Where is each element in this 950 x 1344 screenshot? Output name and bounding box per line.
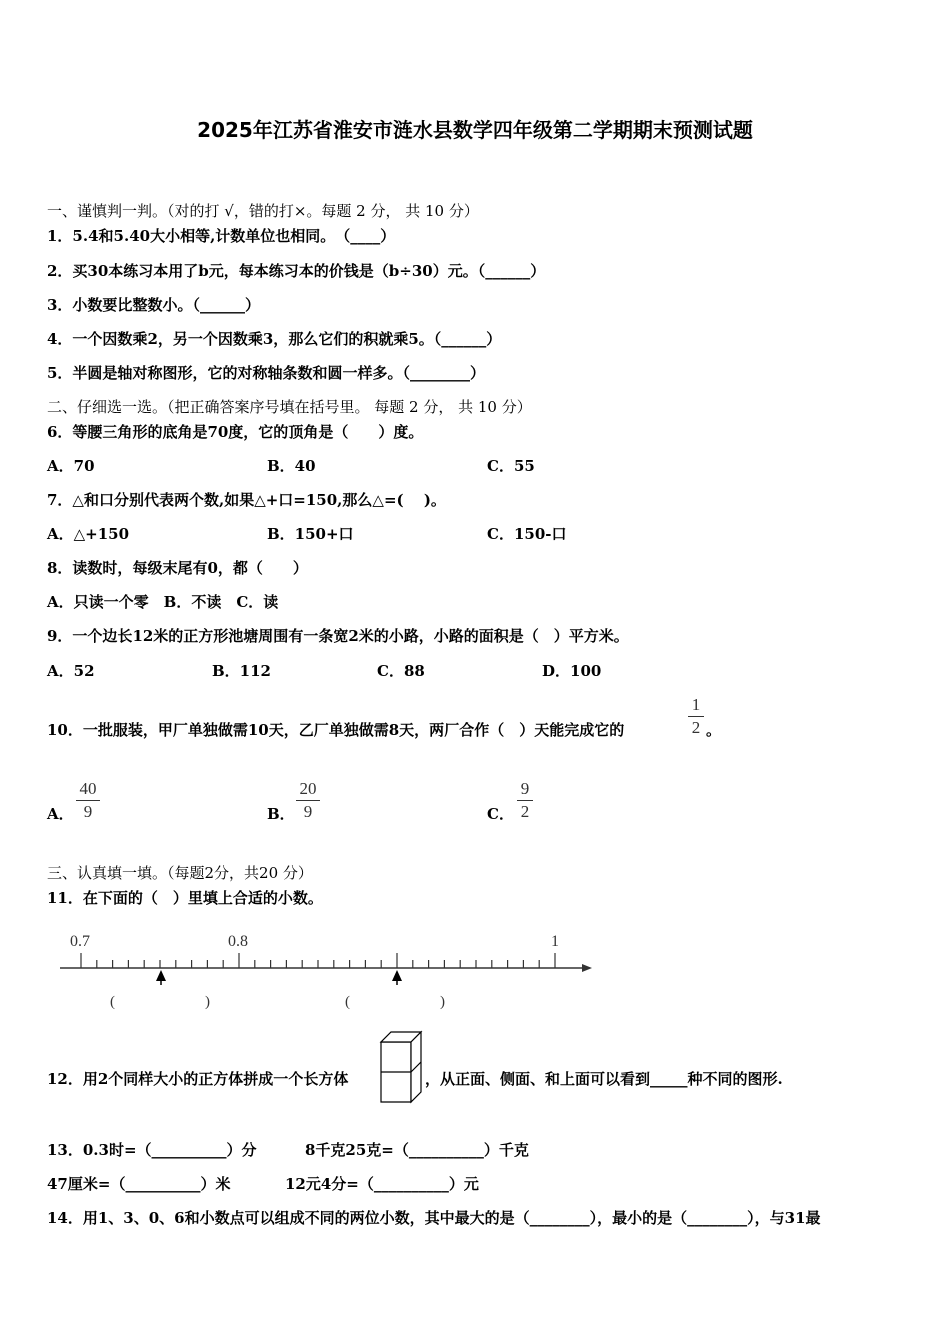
question-6: 6．等腰三角形的底角是70度，它的顶角是（ ）度。 [47, 423, 424, 441]
number-line-blank-2: ( ) [345, 994, 445, 1010]
question-7-option-b: B．150+口 [267, 525, 354, 543]
question-12-part-b: ，从正面、侧面、和上面可以看到_____种不同的图形. [425, 1070, 783, 1088]
question-10-fraction: 1 2 [688, 695, 704, 738]
question-1: 1．5.4和5.40大小相等,计数单位也相同。 （____） [47, 227, 396, 245]
question-5: 5．半圆是轴对称图形，它的对称轴条数和圆一样多。（________） [47, 364, 485, 382]
number-line-label-start: 0.7 [70, 933, 90, 950]
question-4: 4．一个因数乘2，另一个因数乘3，那么它们的积就乘5。（______） [47, 330, 502, 348]
question-3: 3．小数要比整数小。（______） [47, 296, 260, 314]
question-11: 11．在下面的（ ）里填上合适的小数。 [47, 889, 323, 907]
page-title: 2025年江苏省淮安市涟水县数学四年级第二学期期末预测试题 [197, 118, 753, 142]
question-9-option-a: A．52 [47, 662, 95, 680]
question-10: 10．一批服装，甲厂单独做需10天，乙厂单独做需8天，两厂合作（ ）天能完成它的 [47, 721, 625, 739]
number-line-label-mid: 0.8 [228, 933, 248, 950]
question-8: 8．读数时，每级末尾有0，都（ ） [47, 559, 308, 577]
number-line-blank-1: ( ) [110, 994, 210, 1010]
question-6-option-b: B．40 [267, 457, 316, 475]
question-9: 9．一个边长12米的正方形池塘周围有一条宽2米的小路，小路的面积是（ ）平方米。 [47, 627, 629, 645]
question-7-option-c: C．150-口 [487, 525, 567, 543]
question-13-yuan: 12元4分=（__________）元 [285, 1175, 479, 1193]
question-6-option-a: A．70 [47, 457, 95, 475]
question-13-kilograms: 8千克25克=（__________）千克 [305, 1141, 529, 1159]
question-12-part-a: 12．用2个同样大小的正方体拼成一个长方体 [47, 1070, 349, 1088]
question-9-option-b: B．112 [212, 662, 271, 680]
number-line-label-end: 1 [551, 933, 559, 950]
number-line-pointer-2-head [392, 970, 402, 981]
question-6-option-c: C．55 [487, 457, 535, 475]
question-10-end: 。 [706, 721, 722, 739]
number-line [0, 925, 620, 1020]
question-10-option-a-fraction: 40 9 [76, 779, 100, 822]
question-10-option-c: C． [487, 805, 514, 823]
question-7: 7．△和口分别代表两个数,如果△+口=150,那么△=( )。 [47, 491, 446, 509]
question-13-hours: 13．0.3时=（__________）分 [47, 1141, 257, 1159]
question-10-option-a: A． [47, 805, 74, 823]
question-10-option-b: B． [267, 805, 295, 823]
section2-heading: 二、仔细选一选。（把正确答案序号填在括号里。 每题 2 分， 共 10 分） [47, 398, 532, 416]
section3-heading: 三、认真填一填。（每题2分，共20 分） [47, 864, 313, 882]
question-14: 14．用1、3、0、6和小数点可以组成不同的两位小数，其中最大的是（________），最小的是（________），与31最 [47, 1209, 821, 1227]
number-line-pointer-1-head [156, 970, 166, 981]
section1-heading: 一、谨慎判一判。（对的打 √，错的打×。每题 2 分， 共 10 分） [47, 202, 479, 220]
question-10-option-c-fraction: 9 2 [517, 779, 533, 822]
question-9-option-d: D．100 [542, 662, 602, 680]
number-line-arrowhead [582, 964, 592, 972]
question-9-option-c: C．88 [377, 662, 425, 680]
question-13-meters: 47厘米=（__________）米 [47, 1175, 231, 1193]
question-7-option-a: A．△+150 [47, 525, 130, 543]
question-2: 2．买30本练习本用了b元，每本练习本的价钱是（b÷30）元。（______） [47, 262, 546, 280]
question-10-option-b-fraction: 20 9 [296, 779, 320, 822]
question-8-options: A．只读一个零 B．不读 C．读 [47, 593, 279, 611]
cuboid-figure [379, 1030, 425, 1104]
number-line-ticks [81, 953, 555, 968]
